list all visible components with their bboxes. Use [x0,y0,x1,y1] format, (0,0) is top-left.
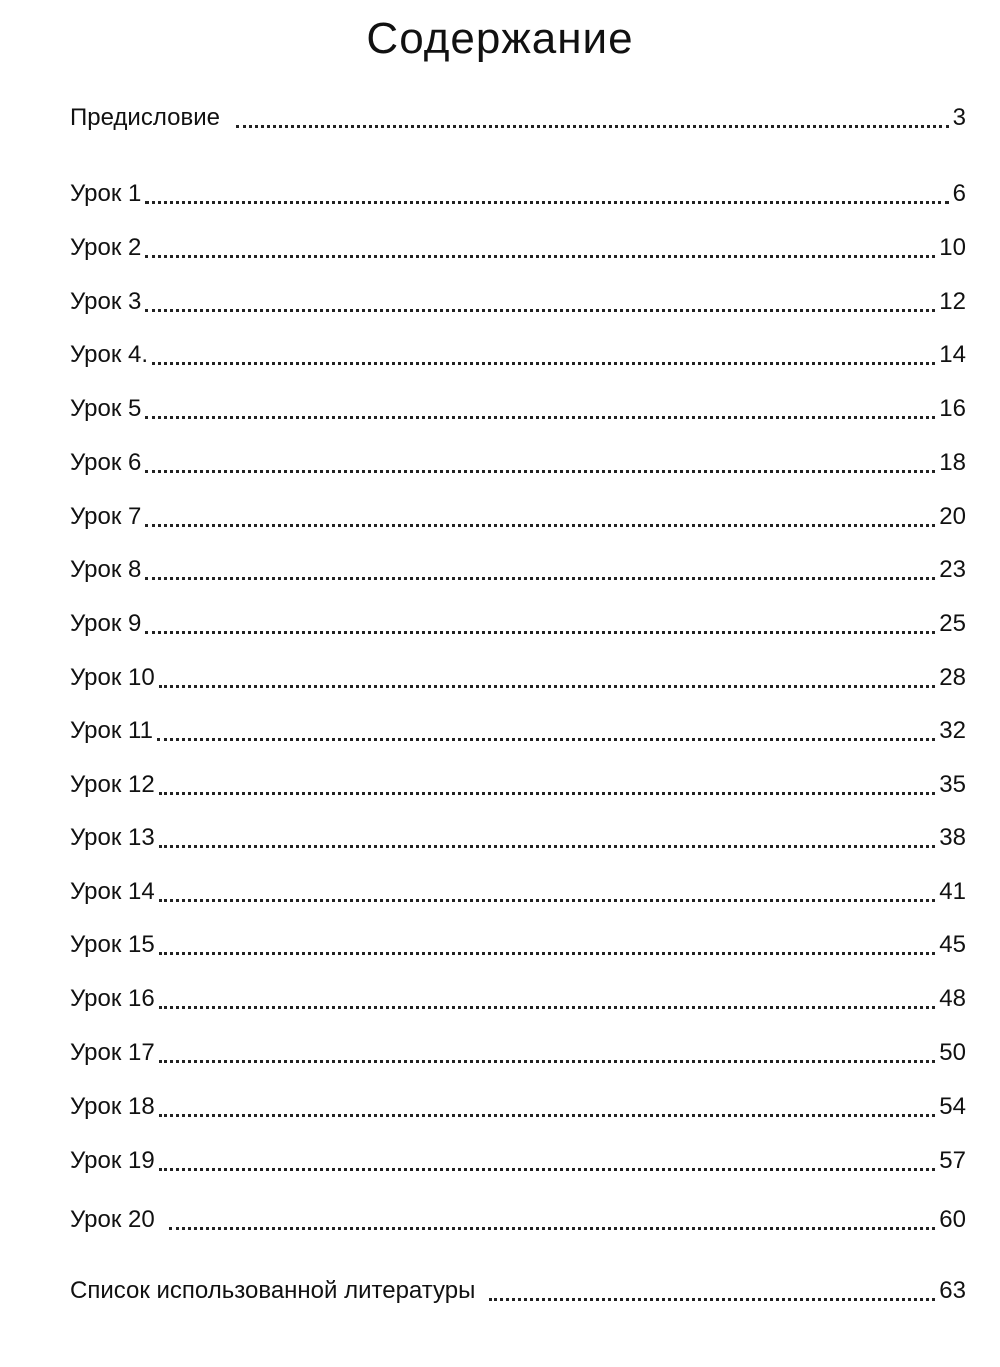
toc-entry-label: Список использованной литературы [70,1277,476,1304]
toc-entry-label: Урок 11 [70,717,153,744]
toc-entry-page: 41 [939,878,966,905]
dot-leader [159,899,936,902]
toc-entry-lesson-2[interactable] [70,233,966,263]
dot-leader [236,125,949,128]
toc-entry-lesson-1[interactable] [70,179,966,209]
toc-entry-lesson-7[interactable] [70,502,966,532]
dot-leader [159,685,936,688]
toc-entry-lesson-13[interactable] [70,823,966,853]
toc-entry-page: 16 [939,395,966,422]
table-of-contents [70,0,966,1367]
dot-leader [157,738,935,741]
toc-entry-page: 38 [939,824,966,851]
page-title: Содержание [366,14,634,63]
toc-entry-label: Урок 12 [70,771,155,798]
toc-entry-page: 35 [939,771,966,798]
dot-leader [159,1060,936,1063]
toc-entry-page: 28 [939,664,966,691]
toc-entry-lesson-20[interactable] [70,1205,966,1235]
toc-entry-label: Урок 18 [70,1093,155,1120]
dot-leader [159,952,936,955]
toc-entry-page: 25 [939,610,966,637]
toc-entry-page: 63 [939,1277,966,1304]
toc-entry-lesson-4[interactable] [70,340,966,370]
toc-entry-label: Урок 17 [70,1039,155,1066]
toc-entry-page: 6 [952,180,966,207]
toc-entry-lesson-6[interactable] [70,448,966,478]
toc-entry-lesson-16[interactable] [70,984,966,1014]
toc-entry-page: 23 [939,556,966,583]
dot-leader [145,524,935,527]
toc-entry-lesson-15[interactable] [70,930,966,960]
dot-leader [159,1006,936,1009]
toc-entry-page: 54 [939,1093,966,1120]
dot-leader [489,1298,935,1301]
toc-entry-label: Урок 7 [70,503,142,530]
toc-entry-page: 14 [939,341,966,368]
toc-entry-page: 3 [952,104,966,131]
toc-entry-page: 45 [939,931,966,958]
dot-leader [145,416,935,419]
toc-entry-lesson-9[interactable] [70,609,966,639]
toc-entry-lesson-18[interactable] [70,1092,966,1122]
toc-entry-lesson-12[interactable] [70,770,966,800]
toc-entry-label: Урок 13 [70,824,155,851]
toc-entry-label: Урок 16 [70,985,155,1012]
toc-entry-label: Урок 6 [70,449,142,476]
toc-entry-page: 20 [939,503,966,530]
dot-leader [145,577,935,580]
toc-entry-lesson-8[interactable] [70,555,966,585]
toc-entry-label: Урок 19 [70,1147,155,1174]
toc-entry-label: Урок 9 [70,610,142,637]
toc-entry-label: Урок 4. [70,341,149,368]
toc-entry-label: Предисловие [70,104,220,131]
toc-entry-page: 32 [939,717,966,744]
toc-entry-lesson-19[interactable] [70,1146,966,1176]
toc-entry-label: Урок 14 [70,878,155,905]
dot-leader [145,631,935,634]
toc-entry-label: Урок 2 [70,234,142,261]
dot-leader [159,845,936,848]
dot-leader [159,792,936,795]
toc-entry-page: 60 [939,1206,966,1233]
toc-entry-page: 12 [939,288,966,315]
toc-entry-label: Урок 10 [70,664,155,691]
dot-leader [145,309,935,312]
dot-leader [169,1227,936,1230]
dot-leader [145,470,935,473]
toc-entry-bibliography[interactable] [70,1276,966,1306]
dot-leader [152,362,935,365]
toc-entry-lesson-10[interactable] [70,663,966,693]
dot-leader [145,255,935,258]
toc-entry-label: Урок 20 [70,1206,155,1233]
dot-leader [145,201,948,204]
toc-entry-page: 48 [939,985,966,1012]
toc-entry-preface[interactable] [70,103,966,133]
toc-entry-page: 18 [939,449,966,476]
toc-entry-lesson-11[interactable] [70,716,966,746]
toc-entry-page: 50 [939,1039,966,1066]
dot-leader [159,1114,936,1117]
toc-entry-lesson-5[interactable] [70,394,966,424]
toc-entry-lesson-14[interactable] [70,877,966,907]
toc-entry-label: Урок 15 [70,931,155,958]
dot-leader [159,1168,936,1171]
toc-entry-page: 57 [939,1147,966,1174]
toc-entry-label: Урок 5 [70,395,142,422]
toc-entry-lesson-17[interactable] [70,1038,966,1068]
toc-entry-label: Урок 3 [70,288,142,315]
toc-entry-page: 10 [939,234,966,261]
toc-entry-label: Урок 1 [70,180,142,207]
toc-entry-label: Урок 8 [70,556,142,583]
toc-entry-lesson-3[interactable] [70,287,966,317]
